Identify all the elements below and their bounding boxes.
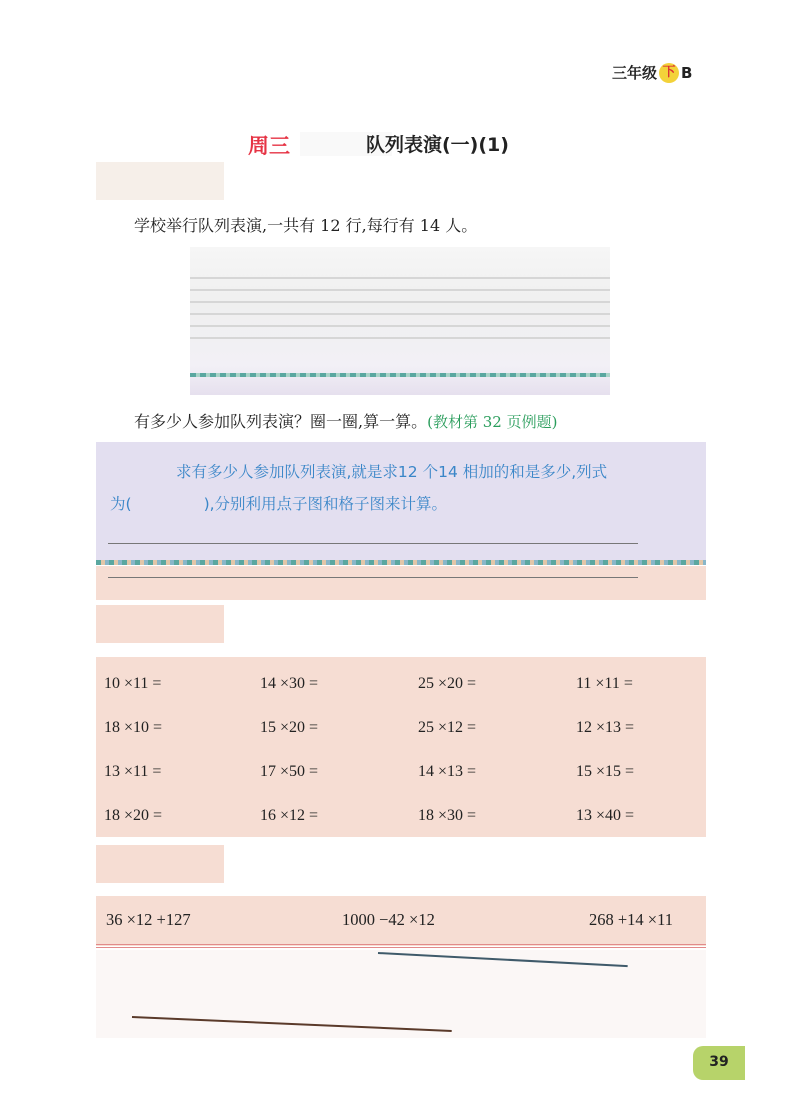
- calculation-grid: [96, 657, 706, 837]
- section-tab-mixed: [96, 845, 224, 883]
- mixed-operations: [96, 896, 706, 946]
- section-header-tab: [96, 162, 224, 200]
- mixed-item: 1000 −42 ×12: [342, 910, 435, 929]
- hint-paren-open: 为(: [110, 495, 132, 513]
- day-label: 周三: [248, 134, 290, 158]
- formation-row: [190, 313, 610, 315]
- calc-row: [96, 719, 706, 749]
- calc-item: 15 ×20 =: [260, 719, 319, 736]
- calc-item: 12 ×13 =: [576, 719, 635, 736]
- term-badge: 下: [659, 63, 679, 83]
- floor-strip: [190, 373, 610, 377]
- calc-item: 14 ×13 =: [418, 763, 477, 780]
- hint-line-1: [110, 456, 690, 488]
- calc-item: 25 ×12 =: [418, 719, 477, 736]
- calc-item: 18 ×30 =: [418, 807, 477, 824]
- work-area[interactable]: [96, 950, 706, 1038]
- edition-text: B: [681, 63, 693, 82]
- calc-item: 13 ×11 =: [104, 763, 162, 780]
- answer-line[interactable]: [108, 543, 638, 544]
- calc-row: [96, 675, 706, 705]
- answer-area: [96, 566, 706, 600]
- formation-row: [190, 277, 610, 279]
- formation-row: [190, 289, 610, 291]
- mixed-item: 268 +14 ×11: [589, 910, 673, 929]
- page-number: 39: [693, 1046, 745, 1080]
- calc-row: [96, 763, 706, 793]
- calc-row: [96, 807, 706, 837]
- formation-row: [190, 337, 610, 339]
- pen-stroke: [132, 1016, 452, 1032]
- section-tab-calculation: [96, 605, 224, 643]
- calc-item: 11 ×11 =: [576, 675, 633, 692]
- calc-item: 17 ×50 =: [260, 763, 319, 780]
- decorative-band: [96, 560, 706, 565]
- calc-item: 16 ×12 =: [260, 807, 319, 824]
- answer-line[interactable]: [108, 577, 638, 578]
- divider-line: [96, 947, 706, 948]
- formation-row: [190, 301, 610, 303]
- hint-line-2-text: ),分别利用点子图和格子图来计算。: [203, 495, 448, 513]
- question: [134, 409, 557, 432]
- grade-label: [612, 62, 692, 83]
- formation-row: [190, 325, 610, 327]
- calc-item: 18 ×20 =: [104, 807, 163, 824]
- calc-item: 14 ×30 =: [260, 675, 319, 692]
- calc-item: 10 ×11 =: [104, 675, 162, 692]
- hint-text: [110, 456, 690, 520]
- lesson-title: 队列表演(一)(1): [366, 134, 509, 156]
- formation-illustration: [190, 247, 610, 395]
- intro-text: 学校举行队列表演,一共有 12 行,每行有 14 人。: [134, 216, 478, 235]
- page-title: [248, 130, 588, 160]
- grade-text: 三年级: [612, 64, 658, 82]
- textbook-reference: (教材第 32 页例题): [427, 413, 558, 431]
- pen-stroke: [378, 952, 628, 967]
- hint-line-1-text: 求有多少人参加队列表演,就是求12 个14 相加的和是多少,列式: [176, 463, 608, 481]
- divider-line: [96, 944, 706, 945]
- calc-item: 15 ×15 =: [576, 763, 635, 780]
- hint-line-2: [110, 488, 690, 520]
- calc-item: 13 ×40 =: [576, 807, 635, 824]
- calc-item: 25 ×20 =: [418, 675, 477, 692]
- mixed-item: 36 ×12 +127: [106, 910, 191, 929]
- question-text: 有多少人参加队列表演？圈一圈,算一算。: [134, 412, 428, 431]
- calc-item: 18 ×10 =: [104, 719, 163, 736]
